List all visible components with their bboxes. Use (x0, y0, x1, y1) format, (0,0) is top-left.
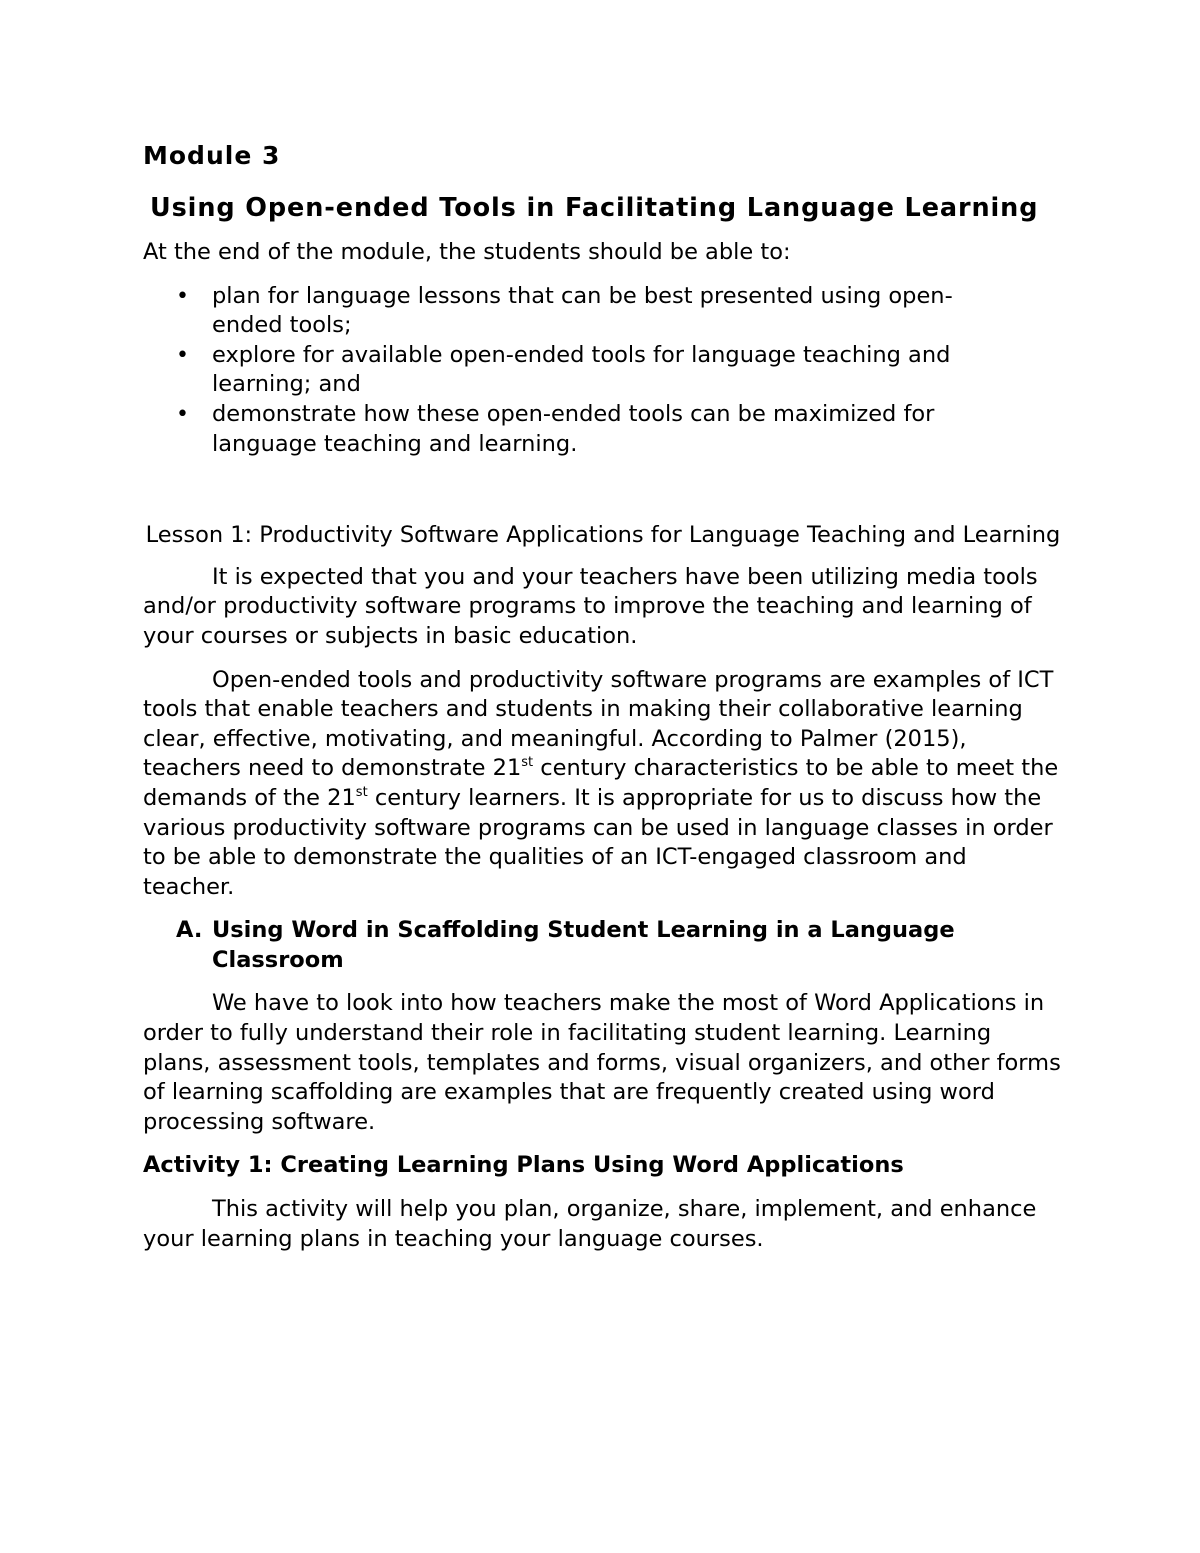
section-a-heading (176, 916, 1063, 975)
section-title: Using Word in Scaffolding Student Learning in a Language Classroom (212, 917, 955, 973)
objectives-list (143, 282, 1063, 460)
module-title: Using Open-ended Tools in Facilitating Language Learning (150, 193, 1039, 223)
bullet-icon: • (176, 342, 189, 368)
objective-text: plan for language lessons that can be best presented using open-ended tools; (212, 282, 953, 339)
lesson-title: Lesson 1: Productivity Software Applications for Language Teaching and Learning (145, 522, 1061, 549)
document-page (143, 138, 1063, 1268)
objectives-intro: At the end of the module, the students should be able to: (143, 239, 791, 265)
objective-item (143, 341, 1063, 400)
activity-1-paragraph: This activity will help you plan, organize, share, implement, and enhance your learning plans in teaching your language courses. (143, 1196, 1037, 1252)
objective-text: demonstrate how these open-ended tools can be maximized for language teaching and learning. (212, 400, 935, 457)
section-a-paragraph: We have to look into how teachers make the most of Word Applications in order to fully understand their role in facilitating student learning. Learning plans, assessment tools, templates and forms, visual organizers, and other forms of learning scaffolding are examples that are frequently created using word processing software. (143, 990, 1061, 1135)
bullet-icon: • (176, 401, 189, 427)
bullet-icon: • (176, 283, 189, 309)
objective-text: explore for available open-ended tools for language teaching and learning; and (212, 341, 951, 398)
objective-item (143, 400, 1063, 459)
ordinal-suffix: st (355, 784, 368, 800)
activity-1-title: Activity 1: Creating Learning Plans Using Word Applications (143, 1152, 904, 1179)
section-letter: A. (176, 917, 203, 944)
paragraph-text: Open-ended tools and productivity software programs are examples of ICT tools that enable teachers and students in making their collaborative learning clear, effective, motivating, and meaningful. According to Palmer (2015), teachers need to demonstrate 21 (143, 666, 1054, 782)
lesson-paragraph-2 (143, 666, 1063, 903)
objective-item (143, 282, 1063, 341)
lesson-paragraph-1: It is expected that you and your teachers have been utilizing media tools and/or productivity software programs to improve the teaching and learning of your courses or subjects in basic education. (143, 563, 1038, 649)
ordinal-suffix: st (521, 755, 534, 771)
module-label: Module 3 (143, 141, 281, 170)
paragraph-text: century learners. It is appropriate for us to discuss how the various productivity software programs can be used in language classes in order to be able to demonstrate the qualities of an ICT-engaged classroom and teacher. (143, 784, 1053, 900)
paragraph-text: century characteristics to be able to meet the demands of the 21 (143, 755, 1059, 811)
